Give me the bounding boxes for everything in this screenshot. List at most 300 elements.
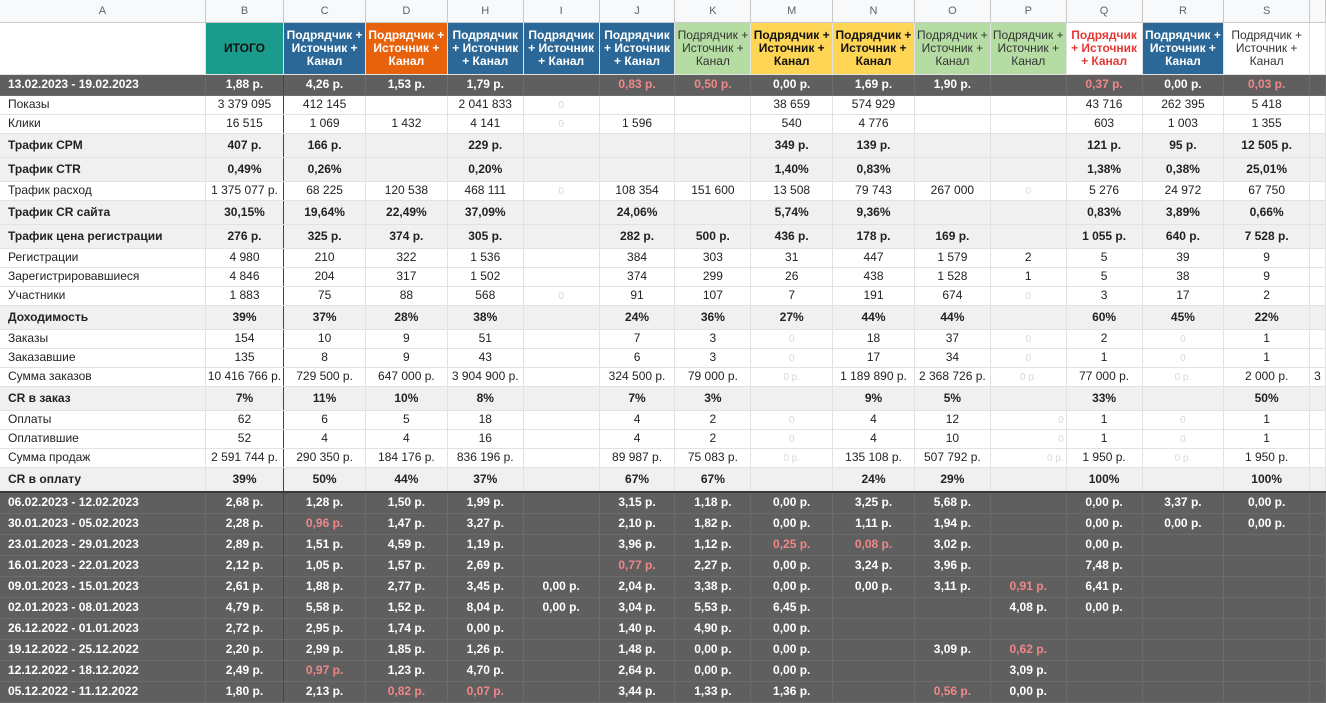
table-cell[interactable]: 26 bbox=[751, 268, 833, 287]
channel-header[interactable]: Подрядчик + Источник + Канал bbox=[365, 23, 447, 75]
table-cell[interactable]: 184 176 р. bbox=[365, 449, 447, 468]
table-cell[interactable]: 374 р. bbox=[365, 225, 447, 249]
column-letter[interactable]: B bbox=[205, 0, 283, 23]
row-label[interactable]: 16.01.2023 - 22.01.2023 bbox=[0, 556, 205, 577]
table-cell[interactable]: 2,61 р. bbox=[205, 577, 283, 598]
table-cell[interactable]: 647 000 р. bbox=[365, 368, 447, 387]
table-cell[interactable]: 0,91 р. bbox=[990, 577, 1066, 598]
table-cell[interactable]: 3,09 р. bbox=[990, 661, 1066, 682]
table-cell[interactable]: 7 528 р. bbox=[1224, 225, 1310, 249]
table-cell[interactable] bbox=[523, 158, 599, 182]
table-cell[interactable]: 0 bbox=[523, 182, 599, 201]
table-cell[interactable]: 468 111 bbox=[447, 182, 523, 201]
column-letter[interactable]: Q bbox=[1066, 0, 1142, 23]
table-cell[interactable]: 9 bbox=[365, 349, 447, 368]
table-cell[interactable] bbox=[1224, 682, 1310, 703]
table-cell[interactable] bbox=[523, 514, 599, 535]
table-cell[interactable]: 29% bbox=[914, 468, 990, 493]
table-cell[interactable]: 0 р. bbox=[990, 368, 1066, 387]
table-cell[interactable]: 4 980 bbox=[205, 249, 283, 268]
table-cell[interactable]: 135 bbox=[205, 349, 283, 368]
table-cell[interactable] bbox=[833, 619, 915, 640]
table-cell[interactable]: 1,57 р. bbox=[365, 556, 447, 577]
table-cell[interactable]: 44% bbox=[914, 306, 990, 330]
table-cell[interactable]: 0 bbox=[1142, 330, 1224, 349]
table-cell[interactable]: 407 р. bbox=[205, 134, 283, 158]
table-cell[interactable]: 1 bbox=[1224, 330, 1310, 349]
table-cell[interactable]: 68 225 bbox=[284, 182, 366, 201]
table-cell[interactable] bbox=[1142, 598, 1224, 619]
table-cell[interactable] bbox=[365, 158, 447, 182]
table-cell[interactable] bbox=[1142, 468, 1224, 493]
table-cell[interactable] bbox=[523, 449, 599, 468]
table-cell[interactable]: 267 000 bbox=[914, 182, 990, 201]
row-label[interactable]: 09.01.2023 - 15.01.2023 bbox=[0, 577, 205, 598]
table-cell[interactable]: 0,25 р. bbox=[751, 535, 833, 556]
table-cell[interactable] bbox=[1309, 182, 1325, 201]
table-cell[interactable]: 0,00 р. bbox=[833, 577, 915, 598]
table-cell[interactable] bbox=[1224, 535, 1310, 556]
table-cell[interactable]: 4 bbox=[365, 430, 447, 449]
table-cell[interactable]: 3,27 р. bbox=[447, 514, 523, 535]
table-cell[interactable]: 3,89% bbox=[1142, 201, 1224, 225]
table-cell[interactable] bbox=[1142, 661, 1224, 682]
column-letter[interactable]: N bbox=[833, 0, 915, 23]
table-cell[interactable]: 1,05 р. bbox=[284, 556, 366, 577]
table-cell[interactable]: 7% bbox=[599, 387, 675, 411]
table-cell[interactable]: 374 bbox=[599, 268, 675, 287]
table-cell[interactable]: 1,90 р. bbox=[914, 75, 990, 96]
table-cell[interactable]: 540 bbox=[751, 115, 833, 134]
table-cell[interactable]: 169 р. bbox=[914, 225, 990, 249]
channel-header[interactable]: Подрядчик + Источник + Канал bbox=[1224, 23, 1310, 75]
table-cell[interactable] bbox=[1066, 661, 1142, 682]
table-cell[interactable] bbox=[523, 268, 599, 287]
table-cell[interactable] bbox=[1066, 640, 1142, 661]
table-cell[interactable]: 3 bbox=[1066, 287, 1142, 306]
table-cell[interactable]: 1,19 р. bbox=[447, 535, 523, 556]
table-cell[interactable]: 3 bbox=[1309, 368, 1325, 387]
table-cell[interactable]: 5 418 bbox=[1224, 96, 1310, 115]
table-cell[interactable]: 0,00 р. bbox=[751, 661, 833, 682]
table-cell[interactable]: 1,88 р. bbox=[284, 577, 366, 598]
table-cell[interactable]: 1 055 р. bbox=[1066, 225, 1142, 249]
table-cell[interactable]: 0 bbox=[523, 287, 599, 306]
table-cell[interactable]: 4,90 р. bbox=[675, 619, 751, 640]
row-label[interactable]: Заказы bbox=[0, 330, 205, 349]
table-cell[interactable] bbox=[523, 492, 599, 514]
table-cell[interactable]: 3,44 р. bbox=[599, 682, 675, 703]
table-cell[interactable]: 10% bbox=[365, 387, 447, 411]
table-cell[interactable]: 2 591 744 р. bbox=[205, 449, 283, 468]
table-cell[interactable]: 8 bbox=[284, 349, 366, 368]
table-cell[interactable]: 43 716 bbox=[1066, 96, 1142, 115]
table-cell[interactable]: 0,00 р. bbox=[1224, 514, 1310, 535]
table-cell[interactable] bbox=[1224, 661, 1310, 682]
table-cell[interactable]: 0 bbox=[1142, 411, 1224, 430]
table-cell[interactable] bbox=[1309, 661, 1325, 682]
table-cell[interactable] bbox=[1224, 640, 1310, 661]
table-cell[interactable]: 325 р. bbox=[284, 225, 366, 249]
table-cell[interactable]: 5 bbox=[365, 411, 447, 430]
table-cell[interactable] bbox=[1309, 287, 1325, 306]
table-cell[interactable] bbox=[675, 134, 751, 158]
table-cell[interactable]: 2,64 р. bbox=[599, 661, 675, 682]
table-cell[interactable]: 0 bbox=[1142, 430, 1224, 449]
table-cell[interactable] bbox=[1224, 556, 1310, 577]
table-cell[interactable]: 2,95 р. bbox=[284, 619, 366, 640]
table-cell[interactable]: 5,74% bbox=[751, 201, 833, 225]
table-cell[interactable]: 10 416 766 р. bbox=[205, 368, 283, 387]
table-cell[interactable] bbox=[914, 619, 990, 640]
column-letter[interactable]: P bbox=[990, 0, 1066, 23]
table-cell[interactable]: 4 bbox=[833, 430, 915, 449]
table-cell[interactable]: 9 bbox=[365, 330, 447, 349]
table-cell[interactable]: 1,11 р. bbox=[833, 514, 915, 535]
table-cell[interactable]: 3,24 р. bbox=[833, 556, 915, 577]
table-cell[interactable]: 2,28 р. bbox=[205, 514, 283, 535]
table-cell[interactable]: 0,83 р. bbox=[599, 75, 675, 96]
table-cell[interactable]: 436 р. bbox=[751, 225, 833, 249]
table-cell[interactable]: 5,68 р. bbox=[914, 492, 990, 514]
row-label[interactable]: Трафик расход bbox=[0, 182, 205, 201]
table-cell[interactable]: 3,15 р. bbox=[599, 492, 675, 514]
table-cell[interactable]: 33% bbox=[1066, 387, 1142, 411]
table-cell[interactable]: 0 bbox=[990, 411, 1066, 430]
table-cell[interactable] bbox=[1224, 619, 1310, 640]
table-cell[interactable]: 1 375 077 р. bbox=[205, 182, 283, 201]
table-cell[interactable]: 1 189 890 р. bbox=[833, 368, 915, 387]
table-cell[interactable] bbox=[1142, 682, 1224, 703]
table-cell[interactable]: 13 508 bbox=[751, 182, 833, 201]
table-cell[interactable]: 0 bbox=[990, 182, 1066, 201]
table-cell[interactable]: 139 р. bbox=[833, 134, 915, 158]
table-cell[interactable]: 154 bbox=[205, 330, 283, 349]
table-cell[interactable] bbox=[1309, 577, 1325, 598]
table-cell[interactable] bbox=[833, 598, 915, 619]
table-cell[interactable]: 3,45 р. bbox=[447, 577, 523, 598]
table-cell[interactable]: 3,96 р. bbox=[914, 556, 990, 577]
table-cell[interactable]: 45% bbox=[1142, 306, 1224, 330]
table-cell[interactable]: 19,64% bbox=[284, 201, 366, 225]
row-label[interactable]: Участники bbox=[0, 287, 205, 306]
table-cell[interactable] bbox=[914, 201, 990, 225]
row-label[interactable]: Зарегистрировавшиеся bbox=[0, 268, 205, 287]
table-cell[interactable]: 0,62 р. bbox=[990, 640, 1066, 661]
table-cell[interactable]: 36% bbox=[675, 306, 751, 330]
table-cell[interactable]: 0 bbox=[523, 115, 599, 134]
table-cell[interactable]: 412 145 bbox=[284, 96, 366, 115]
table-cell[interactable]: 27% bbox=[751, 306, 833, 330]
table-cell[interactable]: 0,00 р. bbox=[675, 661, 751, 682]
table-cell[interactable]: 67% bbox=[675, 468, 751, 493]
table-cell[interactable] bbox=[990, 387, 1066, 411]
table-cell[interactable]: 4 bbox=[599, 430, 675, 449]
table-cell[interactable] bbox=[990, 492, 1066, 514]
table-cell[interactable]: 16 bbox=[447, 430, 523, 449]
table-cell[interactable]: 1 bbox=[1066, 430, 1142, 449]
channel-header[interactable]: Подрядчик + Источник + Канал bbox=[523, 23, 599, 75]
table-cell[interactable] bbox=[523, 430, 599, 449]
table-cell[interactable]: 0,00 р. bbox=[751, 640, 833, 661]
table-cell[interactable] bbox=[523, 75, 599, 96]
table-cell[interactable] bbox=[523, 330, 599, 349]
table-cell[interactable]: 574 929 bbox=[833, 96, 915, 115]
table-cell[interactable]: 79 000 р. bbox=[675, 368, 751, 387]
table-cell[interactable] bbox=[990, 306, 1066, 330]
table-cell[interactable]: 2,20 р. bbox=[205, 640, 283, 661]
table-cell[interactable]: 1,79 р. bbox=[447, 75, 523, 96]
table-cell[interactable]: 34 bbox=[914, 349, 990, 368]
table-cell[interactable]: 3,09 р. bbox=[914, 640, 990, 661]
table-cell[interactable] bbox=[675, 96, 751, 115]
table-cell[interactable] bbox=[990, 75, 1066, 96]
table-cell[interactable]: 52 bbox=[205, 430, 283, 449]
row-label[interactable]: 06.02.2023 - 12.02.2023 bbox=[0, 492, 205, 514]
column-letter[interactable]: K bbox=[675, 0, 751, 23]
table-cell[interactable] bbox=[1142, 577, 1224, 598]
table-cell[interactable]: 178 р. bbox=[833, 225, 915, 249]
table-cell[interactable]: 39% bbox=[205, 468, 283, 493]
table-cell[interactable] bbox=[675, 201, 751, 225]
table-cell[interactable] bbox=[523, 368, 599, 387]
table-cell[interactable]: 37 bbox=[914, 330, 990, 349]
table-cell[interactable]: 2 bbox=[990, 249, 1066, 268]
table-cell[interactable]: 108 354 bbox=[599, 182, 675, 201]
table-cell[interactable]: 5 bbox=[1066, 249, 1142, 268]
table-cell[interactable]: 2,27 р. bbox=[675, 556, 751, 577]
table-cell[interactable] bbox=[523, 387, 599, 411]
table-cell[interactable]: 191 bbox=[833, 287, 915, 306]
table-cell[interactable]: 5,58 р. bbox=[284, 598, 366, 619]
table-cell[interactable]: 603 bbox=[1066, 115, 1142, 134]
table-cell[interactable]: 1,48 р. bbox=[599, 640, 675, 661]
table-cell[interactable]: 1 596 bbox=[599, 115, 675, 134]
table-cell[interactable] bbox=[365, 96, 447, 115]
table-cell[interactable] bbox=[990, 556, 1066, 577]
table-cell[interactable]: 0,20% bbox=[447, 158, 523, 182]
table-cell[interactable]: 0,00 р. bbox=[751, 75, 833, 96]
column-letter[interactable]: I bbox=[523, 0, 599, 23]
table-cell[interactable]: 107 bbox=[675, 287, 751, 306]
table-cell[interactable]: 640 р. bbox=[1142, 225, 1224, 249]
table-cell[interactable]: 0,00 р. bbox=[447, 619, 523, 640]
table-cell[interactable] bbox=[523, 556, 599, 577]
table-cell[interactable]: 0 bbox=[990, 287, 1066, 306]
table-cell[interactable]: 5 276 bbox=[1066, 182, 1142, 201]
column-letter[interactable]: M bbox=[751, 0, 833, 23]
table-cell[interactable]: 0,26% bbox=[284, 158, 366, 182]
table-cell[interactable]: 89 987 р. bbox=[599, 449, 675, 468]
table-cell[interactable]: 4,79 р. bbox=[205, 598, 283, 619]
row-label[interactable]: Трафик CTR bbox=[0, 158, 205, 182]
table-cell[interactable]: 2,72 р. bbox=[205, 619, 283, 640]
table-cell[interactable]: 0 bbox=[751, 430, 833, 449]
table-cell[interactable] bbox=[914, 134, 990, 158]
table-cell[interactable]: 1 502 bbox=[447, 268, 523, 287]
table-cell[interactable] bbox=[1309, 430, 1325, 449]
table-cell[interactable]: 1,40 р. bbox=[599, 619, 675, 640]
table-cell[interactable]: 262 395 bbox=[1142, 96, 1224, 115]
row-label[interactable]: 13.02.2023 - 19.02.2023 bbox=[0, 75, 205, 96]
table-cell[interactable]: 100% bbox=[1224, 468, 1310, 493]
table-cell[interactable]: 0 р. bbox=[751, 449, 833, 468]
row-label[interactable]: Оплаты bbox=[0, 411, 205, 430]
table-cell[interactable]: 39% bbox=[205, 306, 283, 330]
table-cell[interactable]: 39 bbox=[1142, 249, 1224, 268]
table-cell[interactable]: 88 bbox=[365, 287, 447, 306]
table-cell[interactable]: 22% bbox=[1224, 306, 1310, 330]
row-label[interactable]: Показы bbox=[0, 96, 205, 115]
table-cell[interactable]: 121 р. bbox=[1066, 134, 1142, 158]
table-cell[interactable]: 1 bbox=[1224, 349, 1310, 368]
channel-header[interactable]: Подрядчик + Источник + Канал bbox=[914, 23, 990, 75]
table-cell[interactable] bbox=[1309, 158, 1325, 182]
table-cell[interactable]: 30,15% bbox=[205, 201, 283, 225]
channel-header[interactable]: Подрядчик + Источник + Канал bbox=[284, 23, 366, 75]
table-cell[interactable]: 1,28 р. bbox=[284, 492, 366, 514]
table-cell[interactable]: 1 883 bbox=[205, 287, 283, 306]
table-cell[interactable] bbox=[523, 535, 599, 556]
table-cell[interactable]: 0 р. bbox=[1142, 449, 1224, 468]
channel-header[interactable]: Подрядчик + Источник + Канал bbox=[599, 23, 675, 75]
table-cell[interactable] bbox=[1142, 535, 1224, 556]
table-cell[interactable]: 4,70 р. bbox=[447, 661, 523, 682]
row-label[interactable]: Заказавшие bbox=[0, 349, 205, 368]
table-cell[interactable] bbox=[1224, 598, 1310, 619]
table-cell[interactable]: 3,37 р. bbox=[1142, 492, 1224, 514]
table-cell[interactable]: 303 bbox=[675, 249, 751, 268]
table-cell[interactable]: 2,69 р. bbox=[447, 556, 523, 577]
table-cell[interactable]: 0,00 р. bbox=[751, 577, 833, 598]
row-label[interactable]: Сумма заказов bbox=[0, 368, 205, 387]
channel-header[interactable] bbox=[0, 23, 205, 75]
table-cell[interactable] bbox=[833, 682, 915, 703]
table-cell[interactable]: 1,88 р. bbox=[205, 75, 283, 96]
table-cell[interactable] bbox=[990, 514, 1066, 535]
table-cell[interactable]: 1,50 р. bbox=[365, 492, 447, 514]
table-cell[interactable] bbox=[523, 201, 599, 225]
table-cell[interactable]: 1,80 р. bbox=[205, 682, 283, 703]
table-cell[interactable] bbox=[675, 158, 751, 182]
table-cell[interactable]: 22,49% bbox=[365, 201, 447, 225]
table-cell[interactable]: 95 р. bbox=[1142, 134, 1224, 158]
table-cell[interactable]: 322 bbox=[365, 249, 447, 268]
table-cell[interactable] bbox=[523, 661, 599, 682]
row-label[interactable]: Доходимость bbox=[0, 306, 205, 330]
table-cell[interactable]: 1 bbox=[990, 268, 1066, 287]
table-cell[interactable]: 1,38% bbox=[1066, 158, 1142, 182]
table-cell[interactable]: 9,36% bbox=[833, 201, 915, 225]
table-cell[interactable]: 7,48 р. bbox=[1066, 556, 1142, 577]
row-label[interactable]: Сумма продаж bbox=[0, 449, 205, 468]
table-cell[interactable] bbox=[1309, 640, 1325, 661]
table-cell[interactable] bbox=[1309, 514, 1325, 535]
table-cell[interactable]: 0 bbox=[751, 330, 833, 349]
table-cell[interactable] bbox=[990, 468, 1066, 493]
table-cell[interactable]: 0,38% bbox=[1142, 158, 1224, 182]
table-cell[interactable] bbox=[751, 468, 833, 493]
table-cell[interactable]: 2,12 р. bbox=[205, 556, 283, 577]
table-cell[interactable]: 324 500 р. bbox=[599, 368, 675, 387]
table-cell[interactable]: 0,00 р. bbox=[1066, 598, 1142, 619]
channel-header[interactable]: Подрядчик + Источник + Канал bbox=[675, 23, 751, 75]
table-cell[interactable]: 507 792 р. bbox=[914, 449, 990, 468]
table-cell[interactable]: 0,00 р. bbox=[990, 682, 1066, 703]
table-cell[interactable]: 3 904 900 р. bbox=[447, 368, 523, 387]
table-cell[interactable]: 0,96 р. bbox=[284, 514, 366, 535]
table-cell[interactable]: 0 р. bbox=[751, 368, 833, 387]
table-cell[interactable] bbox=[990, 225, 1066, 249]
table-cell[interactable]: 18 bbox=[447, 411, 523, 430]
table-cell[interactable] bbox=[1309, 556, 1325, 577]
row-label[interactable]: 30.01.2023 - 05.02.2023 bbox=[0, 514, 205, 535]
table-cell[interactable]: 2 368 726 р. bbox=[914, 368, 990, 387]
table-cell[interactable]: 5% bbox=[914, 387, 990, 411]
table-cell[interactable]: 10 bbox=[914, 430, 990, 449]
table-cell[interactable]: 12 bbox=[914, 411, 990, 430]
table-cell[interactable]: 0 bbox=[990, 330, 1066, 349]
table-cell[interactable]: 6 bbox=[599, 349, 675, 368]
table-cell[interactable]: 1 950 р. bbox=[1066, 449, 1142, 468]
row-label[interactable]: Трафик CPM bbox=[0, 134, 205, 158]
table-cell[interactable]: 0,37 р. bbox=[1066, 75, 1142, 96]
table-cell[interactable]: 79 743 bbox=[833, 182, 915, 201]
table-cell[interactable]: 1,99 р. bbox=[447, 492, 523, 514]
table-cell[interactable]: 4 141 bbox=[447, 115, 523, 134]
table-cell[interactable]: 2 041 833 bbox=[447, 96, 523, 115]
table-cell[interactable]: 1 bbox=[1224, 430, 1310, 449]
table-cell[interactable] bbox=[523, 468, 599, 493]
table-cell[interactable]: 0,82 р. bbox=[365, 682, 447, 703]
table-cell[interactable]: 37% bbox=[447, 468, 523, 493]
table-cell[interactable] bbox=[523, 682, 599, 703]
channel-header[interactable]: Подрядчик + Источник + Канал bbox=[990, 23, 1066, 75]
table-cell[interactable] bbox=[914, 96, 990, 115]
table-cell[interactable] bbox=[523, 306, 599, 330]
table-cell[interactable]: 836 196 р. bbox=[447, 449, 523, 468]
channel-header[interactable]: Подрядчик + Источник + Канал bbox=[833, 23, 915, 75]
table-cell[interactable]: 5 bbox=[1066, 268, 1142, 287]
table-cell[interactable]: 568 bbox=[447, 287, 523, 306]
table-cell[interactable]: 3,25 р. bbox=[833, 492, 915, 514]
table-cell[interactable] bbox=[990, 619, 1066, 640]
table-cell[interactable]: 0,83% bbox=[1066, 201, 1142, 225]
table-cell[interactable]: 38 bbox=[1142, 268, 1224, 287]
table-cell[interactable]: 6,41 р. bbox=[1066, 577, 1142, 598]
table-cell[interactable] bbox=[1309, 75, 1325, 96]
table-cell[interactable]: 1,26 р. bbox=[447, 640, 523, 661]
table-cell[interactable]: 75 083 р. bbox=[675, 449, 751, 468]
table-cell[interactable]: 0,00 р. bbox=[1066, 535, 1142, 556]
table-cell[interactable]: 120 538 bbox=[365, 182, 447, 201]
table-cell[interactable]: 2 bbox=[675, 411, 751, 430]
table-cell[interactable]: 4 776 bbox=[833, 115, 915, 134]
column-letter[interactable]: O bbox=[914, 0, 990, 23]
table-cell[interactable]: 0,00 р. bbox=[1066, 492, 1142, 514]
row-label[interactable]: 02.01.2023 - 08.01.2023 bbox=[0, 598, 205, 619]
table-cell[interactable] bbox=[1142, 619, 1224, 640]
table-cell[interactable]: 0 bbox=[523, 96, 599, 115]
row-label[interactable]: Трафик CR сайта bbox=[0, 201, 205, 225]
table-cell[interactable]: 1 536 bbox=[447, 249, 523, 268]
table-cell[interactable]: 11% bbox=[284, 387, 366, 411]
table-cell[interactable]: 1,18 р. bbox=[675, 492, 751, 514]
table-cell[interactable] bbox=[599, 134, 675, 158]
table-cell[interactable]: 0,00 р. bbox=[1224, 492, 1310, 514]
table-cell[interactable]: 0,56 р. bbox=[914, 682, 990, 703]
table-cell[interactable]: 0 bbox=[1142, 349, 1224, 368]
